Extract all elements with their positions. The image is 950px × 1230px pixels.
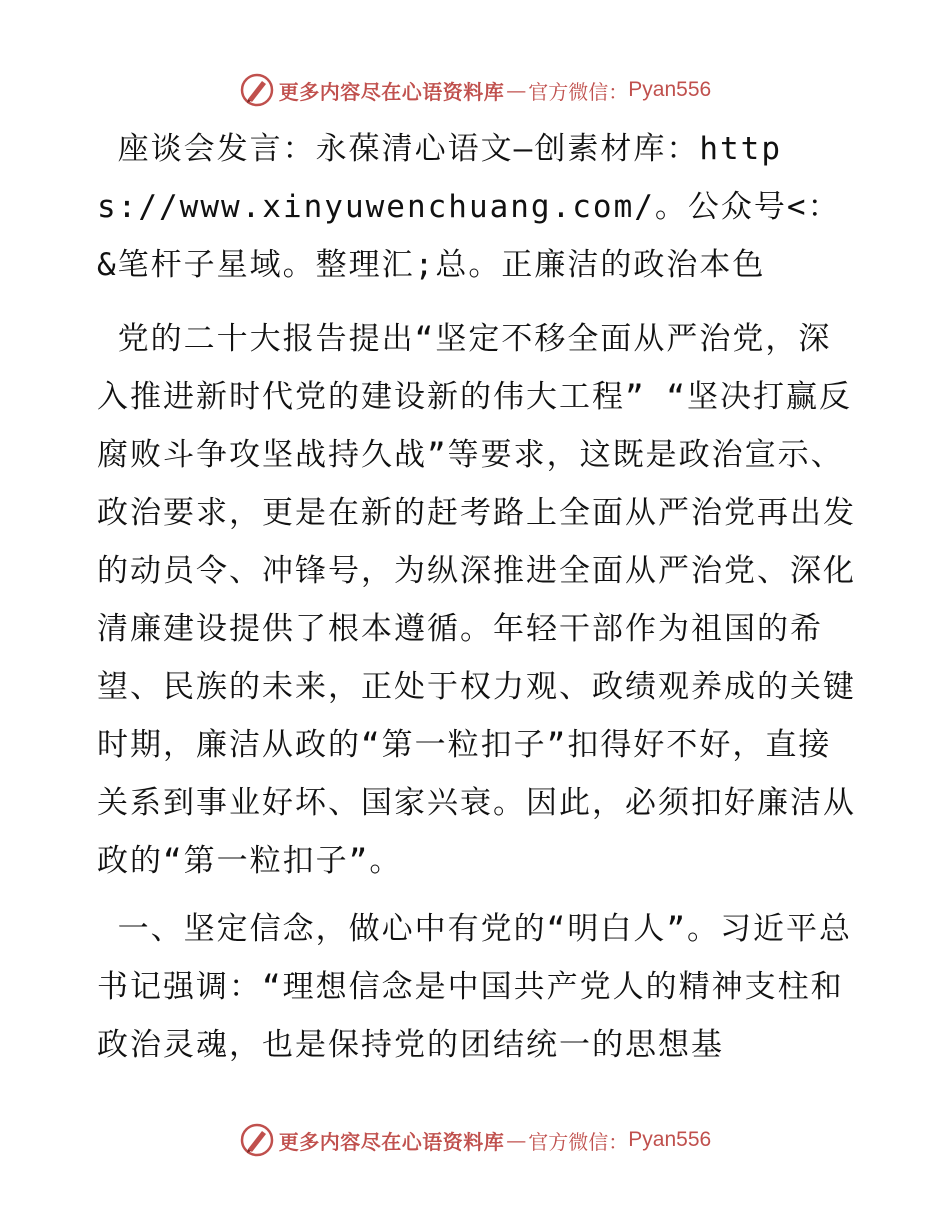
header-separator: — [506,78,527,102]
footer-banner-text: 更多内容尽在心语资料库 [278,1129,505,1154]
paragraph-1 [97,120,857,294]
header-account: Pyan556 [628,78,712,101]
paragraph-1-text: 座谈会发言：永葆清心语文—创素材库：https://www.xinyuwenchuang.com/。公众号<：&笔杆子星域。整理汇;总。正廉洁的政治本色 [97,131,841,283]
paragraph-2 [97,310,857,890]
paragraph-3 [97,900,857,1074]
footer-separator: — [506,1128,527,1152]
pen-logo-icon [239,1122,275,1158]
header-banner [0,70,950,110]
header-banner-text: 更多内容尽在心语资料库 [278,79,505,104]
paragraph-3-text: 一、坚定信念，做心中有党的“明白人”。习近平总书记强调：“理想信念是中国共产党人的精神支柱和政治灵魂，也是保持党的团结统一的思想基 [97,911,852,1063]
paragraph-2-text: 党的二十大报告提出“坚定不移全面从严治党，深入推进新时代党的建设新的伟大工程” “坚决打赢反腐败斗争攻坚战持久战”等要求，这既是政治宣示、政治要求，更是在新的赶考路上全面从严治党再出发的动员令、冲锋号，为纵深推进全面从严治党、深化清廉建设提供了根本遵循。年轻干部作为祖国的希望、民族的未来，正处于权力观、政绩观养成的关键时期，廉洁从政的“第一粒扣子”扣得好不好，直接关系到事业好坏、国家兴衰。因此，必须扣好廉洁从政的“第一粒扣子”。 [97,321,856,879]
header-official-label: 官方微信： [528,79,629,104]
footer-account: Pyan556 [628,1128,712,1151]
footer-official-label: 官方微信： [528,1129,629,1154]
pen-logo-icon [239,72,275,108]
footer-banner [0,1120,950,1160]
